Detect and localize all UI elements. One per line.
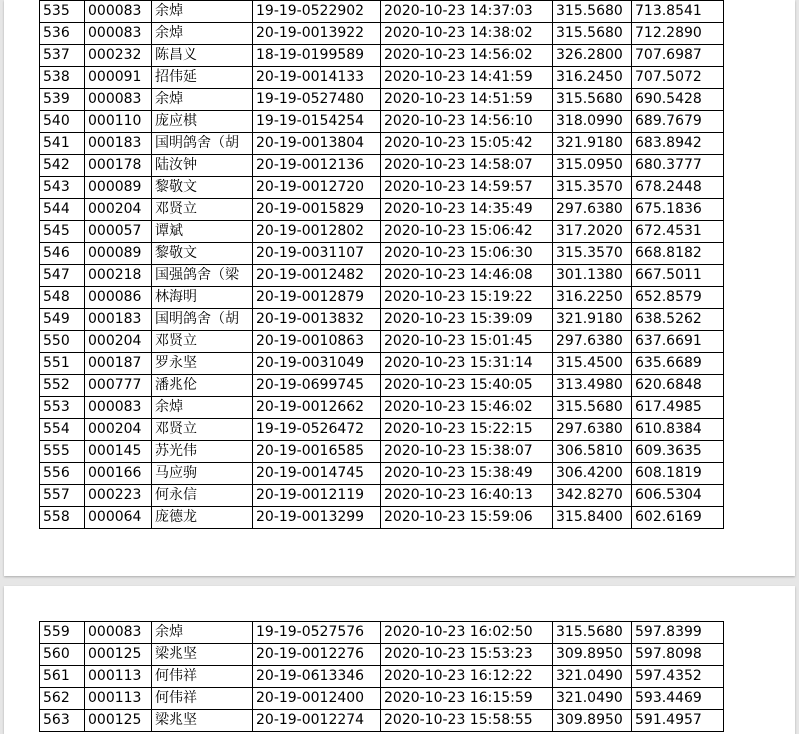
- rank-cell: 548: [40, 287, 85, 309]
- distance-cell: 315.3570: [553, 243, 632, 265]
- name-cell: 林海明: [152, 287, 253, 309]
- member-id-cell: 000110: [85, 111, 152, 133]
- rank-cell: 554: [40, 419, 85, 441]
- member-id-cell: 000089: [85, 243, 152, 265]
- speed-cell: 707.6987: [632, 45, 724, 67]
- member-id-cell: 000083: [85, 622, 152, 644]
- ring-number-cell: 19-19-0527576: [253, 622, 381, 644]
- distance-cell: 342.8270: [553, 485, 632, 507]
- table-row: [40, 265, 724, 287]
- results-table-page-2: [39, 621, 724, 732]
- table-row: [40, 45, 724, 67]
- page-1: [4, 0, 795, 576]
- table-row: [40, 710, 724, 732]
- ring-number-cell: 20-19-0013804: [253, 133, 381, 155]
- table-row: [40, 111, 724, 133]
- speed-cell: 713.8541: [632, 1, 724, 23]
- ring-number-cell: 20-19-0015829: [253, 199, 381, 221]
- rank-cell: 543: [40, 177, 85, 199]
- rank-cell: 557: [40, 485, 85, 507]
- member-id-cell: 000204: [85, 419, 152, 441]
- speed-cell: 667.5011: [632, 265, 724, 287]
- speed-cell: 606.5304: [632, 485, 724, 507]
- distance-cell: 297.6380: [553, 331, 632, 353]
- arrival-time-cell: 2020-10-23 14:58:07: [381, 155, 553, 177]
- distance-cell: 318.0990: [553, 111, 632, 133]
- name-cell: 余焯: [152, 1, 253, 23]
- speed-cell: 672.4531: [632, 221, 724, 243]
- rank-cell: 560: [40, 644, 85, 666]
- name-cell: 梁兆坚: [152, 710, 253, 732]
- name-cell: 余焯: [152, 397, 253, 419]
- member-id-cell: 000204: [85, 199, 152, 221]
- arrival-time-cell: 2020-10-23 14:51:59: [381, 89, 553, 111]
- table-row: [40, 666, 724, 688]
- distance-cell: 316.2450: [553, 67, 632, 89]
- table-row: [40, 463, 724, 485]
- member-id-cell: 000204: [85, 331, 152, 353]
- member-id-cell: 000218: [85, 265, 152, 287]
- speed-cell: 678.2448: [632, 177, 724, 199]
- member-id-cell: 000091: [85, 67, 152, 89]
- name-cell: 邓贤立: [152, 419, 253, 441]
- speed-cell: 602.6169: [632, 507, 724, 529]
- table-row: [40, 353, 724, 375]
- member-id-cell: 000083: [85, 397, 152, 419]
- table-row: [40, 485, 724, 507]
- name-cell: 庞德龙: [152, 507, 253, 529]
- table-row: [40, 89, 724, 111]
- arrival-time-cell: 2020-10-23 15:06:30: [381, 243, 553, 265]
- results-table-page-1: [39, 0, 724, 529]
- rank-cell: 538: [40, 67, 85, 89]
- ring-number-cell: 20-19-0010863: [253, 331, 381, 353]
- results-table-body: [40, 622, 724, 732]
- distance-cell: 306.4200: [553, 463, 632, 485]
- distance-cell: 321.0490: [553, 666, 632, 688]
- table-row: [40, 155, 724, 177]
- name-cell: 陆汝钟: [152, 155, 253, 177]
- arrival-time-cell: 2020-10-23 16:12:22: [381, 666, 553, 688]
- rank-cell: 545: [40, 221, 85, 243]
- distance-cell: 315.4500: [553, 353, 632, 375]
- rank-cell: 544: [40, 199, 85, 221]
- speed-cell: 668.8182: [632, 243, 724, 265]
- speed-cell: 707.5072: [632, 67, 724, 89]
- member-id-cell: 000064: [85, 507, 152, 529]
- arrival-time-cell: 2020-10-23 14:37:03: [381, 1, 553, 23]
- distance-cell: 321.9180: [553, 309, 632, 331]
- member-id-cell: 000145: [85, 441, 152, 463]
- distance-cell: 309.8950: [553, 644, 632, 666]
- arrival-time-cell: 2020-10-23 14:38:02: [381, 23, 553, 45]
- rank-cell: 558: [40, 507, 85, 529]
- rank-cell: 561: [40, 666, 85, 688]
- table-row: [40, 419, 724, 441]
- name-cell: 余焯: [152, 23, 253, 45]
- rank-cell: 551: [40, 353, 85, 375]
- distance-cell: 315.0950: [553, 155, 632, 177]
- ring-number-cell: 20-19-0031107: [253, 243, 381, 265]
- ring-number-cell: 20-19-0699745: [253, 375, 381, 397]
- member-id-cell: 000777: [85, 375, 152, 397]
- member-id-cell: 000178: [85, 155, 152, 177]
- distance-cell: 315.5680: [553, 397, 632, 419]
- ring-number-cell: 20-19-0012720: [253, 177, 381, 199]
- member-id-cell: 000183: [85, 309, 152, 331]
- ring-number-cell: 20-19-0013299: [253, 507, 381, 529]
- rank-cell: 542: [40, 155, 85, 177]
- ring-number-cell: 19-19-0526472: [253, 419, 381, 441]
- distance-cell: 315.5680: [553, 1, 632, 23]
- member-id-cell: 000232: [85, 45, 152, 67]
- ring-number-cell: 20-19-0012276: [253, 644, 381, 666]
- speed-cell: 620.6848: [632, 375, 724, 397]
- table-row: [40, 221, 724, 243]
- name-cell: 庞应棋: [152, 111, 253, 133]
- rank-cell: 547: [40, 265, 85, 287]
- name-cell: 黎敬文: [152, 177, 253, 199]
- name-cell: 何伟祥: [152, 666, 253, 688]
- distance-cell: 306.5810: [553, 441, 632, 463]
- name-cell: 梁兆坚: [152, 644, 253, 666]
- speed-cell: 608.1819: [632, 463, 724, 485]
- rank-cell: 541: [40, 133, 85, 155]
- distance-cell: 321.0490: [553, 688, 632, 710]
- rank-cell: 537: [40, 45, 85, 67]
- arrival-time-cell: 2020-10-23 15:05:42: [381, 133, 553, 155]
- arrival-time-cell: 2020-10-23 14:41:59: [381, 67, 553, 89]
- arrival-time-cell: 2020-10-23 15:22:15: [381, 419, 553, 441]
- speed-cell: 597.4352: [632, 666, 724, 688]
- arrival-time-cell: 2020-10-23 14:46:08: [381, 265, 553, 287]
- speed-cell: 597.8399: [632, 622, 724, 644]
- page-2: [4, 586, 795, 734]
- speed-cell: 635.6689: [632, 353, 724, 375]
- ring-number-cell: 20-19-0012482: [253, 265, 381, 287]
- ring-number-cell: 20-19-0016585: [253, 441, 381, 463]
- arrival-time-cell: 2020-10-23 15:38:49: [381, 463, 553, 485]
- rank-cell: 546: [40, 243, 85, 265]
- distance-cell: 326.2800: [553, 45, 632, 67]
- arrival-time-cell: 2020-10-23 15:38:07: [381, 441, 553, 463]
- arrival-time-cell: 2020-10-23 16:15:59: [381, 688, 553, 710]
- arrival-time-cell: 2020-10-23 15:58:55: [381, 710, 553, 732]
- member-id-cell: 000083: [85, 1, 152, 23]
- member-id-cell: 000083: [85, 89, 152, 111]
- speed-cell: 683.8942: [632, 133, 724, 155]
- ring-number-cell: 20-19-0012400: [253, 688, 381, 710]
- distance-cell: 315.8400: [553, 507, 632, 529]
- table-row: [40, 177, 724, 199]
- arrival-time-cell: 2020-10-23 15:59:06: [381, 507, 553, 529]
- rank-cell: 535: [40, 1, 85, 23]
- distance-cell: 317.2020: [553, 221, 632, 243]
- arrival-time-cell: 2020-10-23 16:02:50: [381, 622, 553, 644]
- ring-number-cell: 20-19-0012879: [253, 287, 381, 309]
- distance-cell: 321.9180: [553, 133, 632, 155]
- arrival-time-cell: 2020-10-23 14:56:02: [381, 45, 553, 67]
- member-id-cell: 000057: [85, 221, 152, 243]
- distance-cell: 316.2250: [553, 287, 632, 309]
- rank-cell: 539: [40, 89, 85, 111]
- rank-cell: 562: [40, 688, 85, 710]
- name-cell: 苏光伟: [152, 441, 253, 463]
- table-row: [40, 507, 724, 529]
- speed-cell: 638.5262: [632, 309, 724, 331]
- rank-cell: 549: [40, 309, 85, 331]
- table-row: [40, 441, 724, 463]
- ring-number-cell: 18-19-0199589: [253, 45, 381, 67]
- ring-number-cell: 20-19-0013922: [253, 23, 381, 45]
- arrival-time-cell: 2020-10-23 14:56:10: [381, 111, 553, 133]
- results-table-body: [40, 1, 724, 529]
- arrival-time-cell: 2020-10-23 15:01:45: [381, 331, 553, 353]
- speed-cell: 610.8384: [632, 419, 724, 441]
- table-row: [40, 309, 724, 331]
- ring-number-cell: 19-19-0522902: [253, 1, 381, 23]
- member-id-cell: 000183: [85, 133, 152, 155]
- rank-cell: 559: [40, 622, 85, 644]
- speed-cell: 591.4957: [632, 710, 724, 732]
- rank-cell: 536: [40, 23, 85, 45]
- distance-cell: 297.6380: [553, 199, 632, 221]
- name-cell: 谭斌: [152, 221, 253, 243]
- name-cell: 何永信: [152, 485, 253, 507]
- ring-number-cell: 19-19-0154254: [253, 111, 381, 133]
- name-cell: 余焯: [152, 622, 253, 644]
- speed-cell: 690.5428: [632, 89, 724, 111]
- member-id-cell: 000125: [85, 710, 152, 732]
- rank-cell: 553: [40, 397, 85, 419]
- distance-cell: 297.6380: [553, 419, 632, 441]
- speed-cell: 689.7679: [632, 111, 724, 133]
- rank-cell: 556: [40, 463, 85, 485]
- arrival-time-cell: 2020-10-23 15:06:42: [381, 221, 553, 243]
- ring-number-cell: 20-19-0012662: [253, 397, 381, 419]
- speed-cell: 617.4985: [632, 397, 724, 419]
- rank-cell: 552: [40, 375, 85, 397]
- name-cell: 黎敬文: [152, 243, 253, 265]
- arrival-time-cell: 2020-10-23 15:40:05: [381, 375, 553, 397]
- distance-cell: 315.5680: [553, 23, 632, 45]
- speed-cell: 680.3777: [632, 155, 724, 177]
- member-id-cell: 000187: [85, 353, 152, 375]
- table-row: [40, 644, 724, 666]
- table-row: [40, 397, 724, 419]
- ring-number-cell: 20-19-0012274: [253, 710, 381, 732]
- distance-cell: 313.4980: [553, 375, 632, 397]
- speed-cell: 652.8579: [632, 287, 724, 309]
- distance-cell: 309.8950: [553, 710, 632, 732]
- name-cell: 陈昌义: [152, 45, 253, 67]
- member-id-cell: 000223: [85, 485, 152, 507]
- arrival-time-cell: 2020-10-23 14:35:49: [381, 199, 553, 221]
- ring-number-cell: 20-19-0014133: [253, 67, 381, 89]
- name-cell: 何伟祥: [152, 688, 253, 710]
- member-id-cell: 000166: [85, 463, 152, 485]
- arrival-time-cell: 2020-10-23 15:46:02: [381, 397, 553, 419]
- table-row: [40, 133, 724, 155]
- speed-cell: 712.2890: [632, 23, 724, 45]
- speed-cell: 675.1836: [632, 199, 724, 221]
- ring-number-cell: 20-19-0012802: [253, 221, 381, 243]
- name-cell: 国明鸽舍（胡: [152, 309, 253, 331]
- arrival-time-cell: 2020-10-23 14:59:57: [381, 177, 553, 199]
- ring-number-cell: 20-19-0012136: [253, 155, 381, 177]
- speed-cell: 593.4469: [632, 688, 724, 710]
- speed-cell: 597.8098: [632, 644, 724, 666]
- table-row: [40, 375, 724, 397]
- distance-cell: 301.1380: [553, 265, 632, 287]
- table-row: [40, 287, 724, 309]
- name-cell: 余焯: [152, 89, 253, 111]
- table-row: [40, 1, 724, 23]
- speed-cell: 637.6691: [632, 331, 724, 353]
- member-id-cell: 000089: [85, 177, 152, 199]
- table-row: [40, 688, 724, 710]
- name-cell: 马应驹: [152, 463, 253, 485]
- name-cell: 邓贤立: [152, 331, 253, 353]
- table-row: [40, 67, 724, 89]
- rank-cell: 563: [40, 710, 85, 732]
- name-cell: 邓贤立: [152, 199, 253, 221]
- ring-number-cell: 20-19-0031049: [253, 353, 381, 375]
- ring-number-cell: 20-19-0013832: [253, 309, 381, 331]
- rank-cell: 550: [40, 331, 85, 353]
- member-id-cell: 000086: [85, 287, 152, 309]
- name-cell: 国明鸽舍（胡: [152, 133, 253, 155]
- member-id-cell: 000113: [85, 666, 152, 688]
- ring-number-cell: 20-19-0012119: [253, 485, 381, 507]
- rank-cell: 540: [40, 111, 85, 133]
- member-id-cell: 000113: [85, 688, 152, 710]
- rank-cell: 555: [40, 441, 85, 463]
- table-row: [40, 331, 724, 353]
- arrival-time-cell: 2020-10-23 15:39:09: [381, 309, 553, 331]
- table-row: [40, 23, 724, 45]
- ring-number-cell: 19-19-0527480: [253, 89, 381, 111]
- distance-cell: 315.5680: [553, 622, 632, 644]
- arrival-time-cell: 2020-10-23 15:53:23: [381, 644, 553, 666]
- arrival-time-cell: 2020-10-23 16:40:13: [381, 485, 553, 507]
- name-cell: 罗永坚: [152, 353, 253, 375]
- ring-number-cell: 20-19-0014745: [253, 463, 381, 485]
- table-row: [40, 199, 724, 221]
- distance-cell: 315.3570: [553, 177, 632, 199]
- table-row: [40, 243, 724, 265]
- speed-cell: 609.3635: [632, 441, 724, 463]
- ring-number-cell: 20-19-0613346: [253, 666, 381, 688]
- table-row: [40, 622, 724, 644]
- arrival-time-cell: 2020-10-23 15:31:14: [381, 353, 553, 375]
- member-id-cell: 000125: [85, 644, 152, 666]
- member-id-cell: 000083: [85, 23, 152, 45]
- name-cell: 国强鸽舍（梁: [152, 265, 253, 287]
- distance-cell: 315.5680: [553, 89, 632, 111]
- name-cell: 潘兆伦: [152, 375, 253, 397]
- name-cell: 招伟延: [152, 67, 253, 89]
- arrival-time-cell: 2020-10-23 15:19:22: [381, 287, 553, 309]
